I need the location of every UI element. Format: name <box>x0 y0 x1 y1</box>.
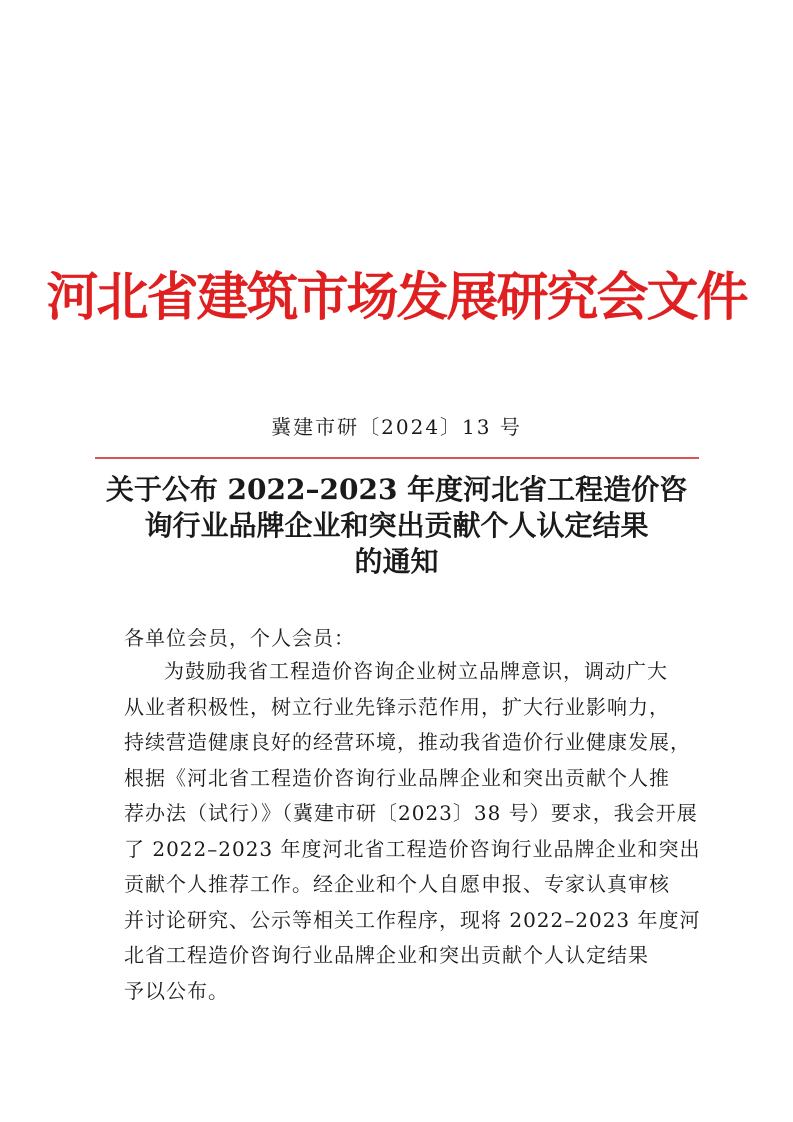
red-divider-rule <box>95 457 699 459</box>
salutation: 各单位会员，个人会员： <box>124 626 355 650</box>
body-line: 为鼓励我省工程造价咨询企业树立品牌意识，调动广大 <box>164 659 668 683</box>
body-line: 北省工程造价咨询行业品牌企业和突出贡献个人认定结果 <box>124 943 649 967</box>
body-line: 根据《河北省工程造价咨询行业品牌企业和突出贡献个人推 <box>124 765 670 790</box>
notice-title <box>100 472 693 580</box>
body-line: 荐办法（试行）》（冀建市研〔2023〕38 号）要求，我会开展 <box>124 801 698 825</box>
body-line: 了 2022–2023 年度河北省工程造价咨询行业品牌企业和突出 <box>124 836 701 861</box>
notice-title-line: 的通知 <box>354 545 439 578</box>
body-line: 并讨论研究、公示等相关工作程序，现将 2022–2023 年度河 <box>124 907 701 932</box>
document-number: 冀建市研〔2024〕13 号 <box>271 415 522 439</box>
body-paragraph <box>124 654 701 1009</box>
notice-title-line: 询行业品牌企业和突出贡献个人认定结果 <box>144 509 649 542</box>
body-line: 贡献个人推荐工作。经企业和个人自愿申报、专家认真审核 <box>124 872 670 896</box>
body-line: 从业者积极性，树立行业先锋示范作用，扩大行业影响力， <box>124 694 670 719</box>
notice-title-line: 关于公布 2022–2023 年度河北省工程造价咨 <box>105 473 688 506</box>
body-line: 持续营造健康良好的经营环境，推动我省造价行业健康发展， <box>124 730 691 754</box>
document-header-title: 河北省建筑市场发展研究会文件 <box>46 268 747 328</box>
body-line: 予以公布。 <box>124 978 229 1003</box>
